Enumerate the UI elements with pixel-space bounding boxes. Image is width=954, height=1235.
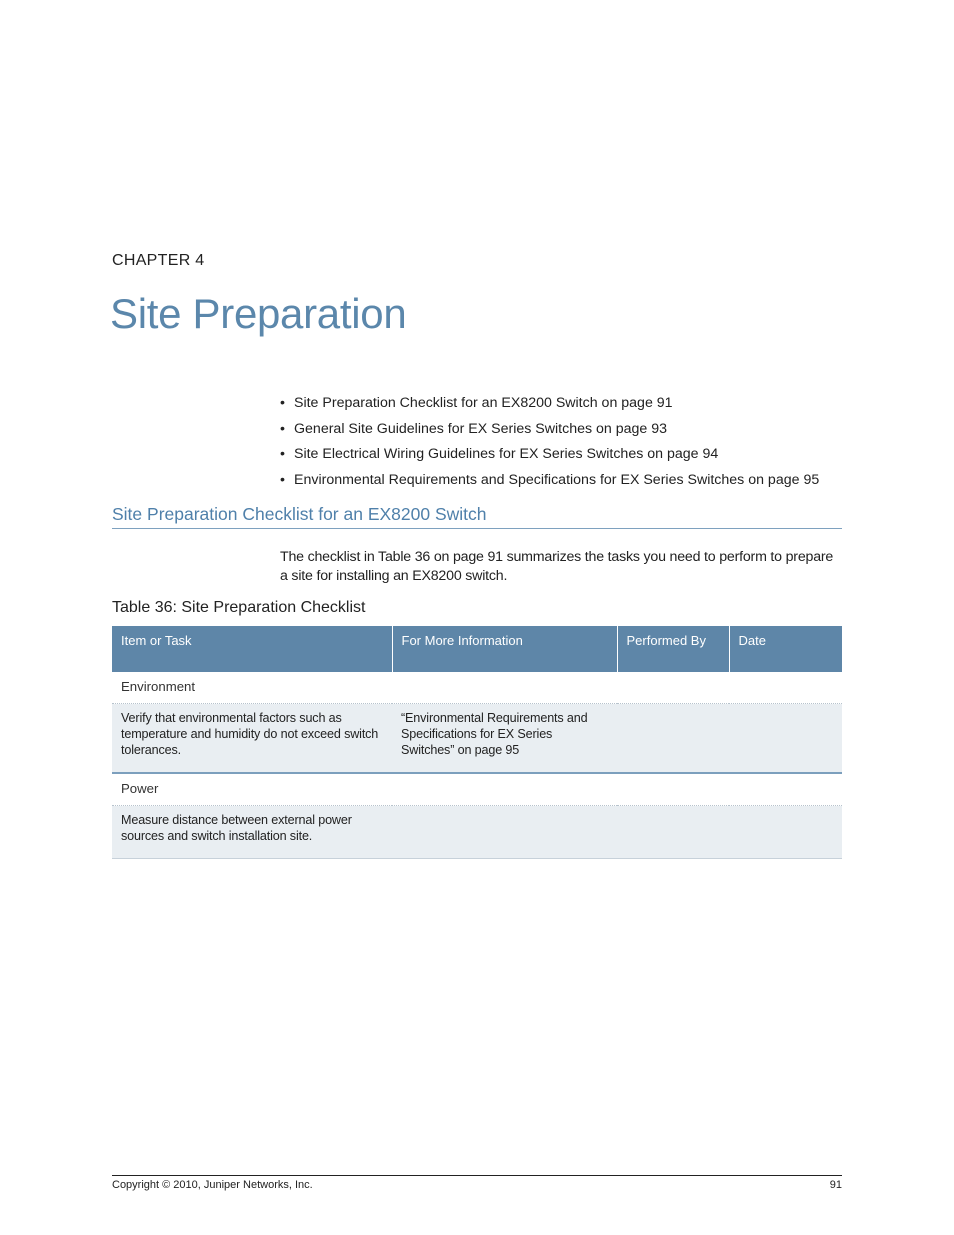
column-header: Date (729, 626, 842, 672)
table-caption: Table 36: Site Preparation Checklist (112, 599, 366, 616)
table-row (112, 704, 842, 774)
group-row-power (112, 773, 842, 806)
column-header: Item or Task (112, 626, 392, 672)
column-header: Performed By (617, 626, 729, 672)
toc-item[interactable] (280, 444, 819, 470)
toc-link[interactable]: Site Preparation Checklist for an EX8200 Switch on page 91 (294, 395, 673, 411)
page-number: 91 (829, 1179, 842, 1191)
table-header-row (112, 626, 842, 672)
date-cell (729, 704, 842, 774)
footer-rule (112, 1175, 842, 1176)
chapter-toc (280, 393, 819, 496)
section-heading: Site Preparation Checklist for an EX8200 Switch (112, 504, 842, 529)
toc-link[interactable]: Site Electrical Wiring Guidelines for EX Series Switches on page 94 (294, 446, 719, 463)
checklist-table (112, 626, 842, 859)
toc-item[interactable] (280, 419, 819, 445)
bullet-icon: • (280, 446, 285, 463)
task-cell: Verify that environmental factors such as temperature and humidity do not exceed switch tolerances. (112, 704, 392, 774)
group-label: Environment (112, 672, 842, 704)
intro-paragraph: The checklist in Table 36 on page 91 summarizes the tasks you need to perform to prepare a site for installing an EX8200 switch. (280, 549, 834, 584)
info-cell[interactable]: “Environmental Requirements and Specifications for EX Series Switches” on page 95 (392, 704, 617, 774)
toc-item[interactable] (280, 393, 819, 419)
toc-link[interactable]: Environmental Requirements and Specifications for EX Series Switches on page 95 (294, 472, 820, 489)
footer-copyright: Copyright © 2010, Juniper Networks, Inc. (112, 1179, 313, 1191)
toc-item[interactable] (280, 470, 819, 496)
task-cell: Measure distance between external power sources and switch installation site. (112, 806, 392, 859)
info-cell (392, 806, 617, 859)
bullet-icon: • (280, 472, 285, 489)
group-row-environment (112, 672, 842, 704)
toc-link[interactable]: General Site Guidelines for EX Series Switches on page 93 (294, 420, 668, 437)
column-header: For More Information (392, 626, 617, 672)
table-row (112, 806, 842, 859)
performed-by-cell (617, 806, 729, 859)
bullet-icon: • (280, 420, 285, 437)
chapter-label: CHAPTER 4 (112, 252, 205, 269)
bullet-icon: • (280, 395, 285, 411)
group-label: Power (112, 773, 842, 806)
chapter-title: Site Preparation (110, 290, 407, 337)
date-cell (729, 806, 842, 859)
performed-by-cell (617, 704, 729, 774)
